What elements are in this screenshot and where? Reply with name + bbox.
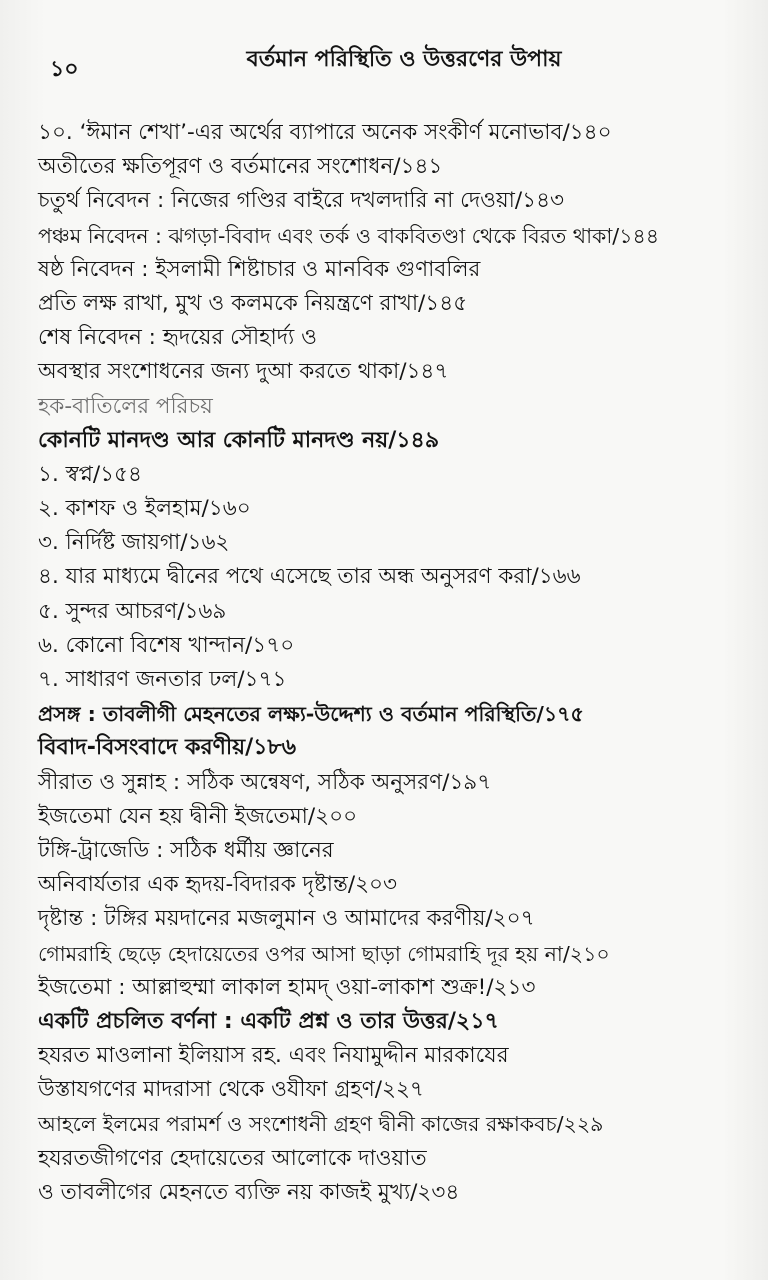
toc-entry: ১. স্বপ্ন/১৫৪ xyxy=(38,461,142,487)
toc-entry-bold: একটি প্রচলিত বর্ণনা : একটি প্রশ্ন ও তার উত্তর/২১৭ xyxy=(38,1008,499,1034)
toc-entry: পঞ্চম নিবেদন : ঝগড়া-বিবাদ এবং তর্ক ও বাকবিতণ্ডা থেকে বিরত থাকা/১৪৪ xyxy=(38,223,660,248)
toc-entry: ১০. ‘ঈমান শেখা’-এর অর্থের ব্যাপারে অনেক সংকীর্ণ মনোভাব/১৪০ xyxy=(38,120,612,145)
toc-entry: ৬. কোনো বিশেষ খান্দান/১৭০ xyxy=(38,632,295,658)
toc-entry: ৪. যার মাধ্যমে দ্বীনের পথে এসেছে তার অন্ধ অনুসরণ করা/১৬৬ xyxy=(38,564,581,590)
toc-entry: গোমরাহি ছেড়ে হেদায়েতের ওপর আসা ছাড়া গোমরাহি দূর হয় না/২১০ xyxy=(38,941,610,966)
toc-entry: শেষ নিবেদন : হৃদয়ের সৌহার্দ্য ও xyxy=(38,325,317,351)
toc-entry: দৃষ্টান্ত : টঙ্গির ময়দানের মজলুমান ও আমাদের করণীয়/২০৭ xyxy=(38,906,535,932)
toc-entry: সীরাত ও সুন্নাহ : সঠিক অন্বেষণ, সঠিক অনুসরণ/১৯৭ xyxy=(38,769,492,795)
toc-entry: টঙ্গি-ট্রাজেডি : সঠিক ধর্মীয় জ্ঞানের xyxy=(38,837,334,863)
toc-entry: ২. কাশফ ও ইলহাম/১৬০ xyxy=(38,496,251,522)
toc-entry: ও তাবলীগের মেহনতে ব্যক্তি নয় কাজই মুখ্য/২৩৪ xyxy=(38,1179,460,1205)
toc-entry: হযরত মাওলানা ইলিয়াস রহ. এবং নিযামুদ্দীন মারকাযের xyxy=(38,1043,509,1069)
toc-entry: ইজতেমা : আল্লাহুম্মা লাকাল হামদ্ ওয়া-লাকাশ শুক্র!/২১৩ xyxy=(38,974,536,1000)
toc-entry-bold: কোনটি মানদণ্ড আর কোনটি মানদণ্ড নয়/১৪৯ xyxy=(38,427,440,453)
toc-entry-bold: বিবাদ-বিসংবাদে করণীয়/১৮৬ xyxy=(38,735,297,761)
toc-entry: চতুর্থ নিবেদন : নিজের গণ্ডির বাইরে দখলদারি না দেওয়া/১৪৩ xyxy=(38,188,565,214)
toc-entry: উস্তাযগণের মাদরাসা থেকে ওযীফা গ্রহণ/২২৭ xyxy=(38,1077,424,1103)
toc-entry: প্রতি লক্ষ রাখা, মুখ ও কলমকে নিয়ন্ত্রণে রাখা/১৪৫ xyxy=(38,290,468,316)
toc-entry: আহলে ইলমের পরামর্শ ও সংশোধনী গ্রহণ দ্বীনী কাজের রক্ষাকবচ/২২৯ xyxy=(38,1112,604,1137)
toc-entry: হযরতজীগণের হেদায়েতের আলোকে দাওয়াত xyxy=(38,1145,427,1171)
toc-entry: অবস্থার সংশোধনের জন্য দুআ করতে থাকা/১৪৭ xyxy=(38,359,449,385)
toc-entry: ষষ্ঠ নিবেদন : ইসলামী শিষ্টাচার ও মানবিক গুণাবলির xyxy=(38,256,481,282)
running-title: বর্তমান পরিস্থিতি ও উত্তরণের উপায় xyxy=(246,47,562,72)
section-heading: হক-বাতিলের পরিচয় xyxy=(38,393,213,419)
toc-entry: অতীতের ক্ষতিপূরণ ও বর্তমানের সংশোধন/১৪১ xyxy=(38,154,443,180)
toc-entry: ৫. সুন্দর আচরণ/১৬৯ xyxy=(38,598,227,624)
table-of-contents xyxy=(38,116,753,1210)
toc-entry-bold: প্রসঙ্গ : তাবলীগী মেহনতের লক্ষ্য-উদ্দেশ্য ও বর্তমান পরিস্থিতি/১৭৫ xyxy=(38,702,584,727)
toc-entry: ৩. নির্দিষ্ট জায়গা/১৬২ xyxy=(38,530,230,556)
toc-entry: ৭. সাধারণ জনতার ঢল/১৭১ xyxy=(38,667,287,692)
toc-entry: অনিবার্যতার এক হৃদয়-বিদারক দৃষ্টান্ত/২০৩ xyxy=(38,872,398,898)
page-number: ১০ xyxy=(50,57,79,82)
toc-entry: ইজতেমা যেন হয় দ্বীনী ইজতেমা/২০০ xyxy=(38,803,358,829)
